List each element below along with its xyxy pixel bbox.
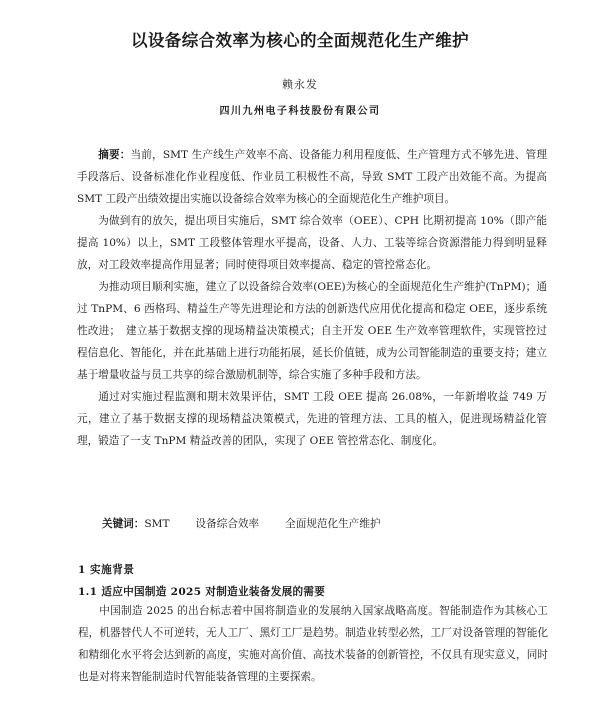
- abstract: [77, 144, 547, 452]
- abstract-label: 摘要：: [98, 149, 131, 161]
- author-affiliation: 四川九州电子科技股份有限公司: [219, 106, 381, 117]
- keywords-label: 关键词：: [102, 518, 145, 530]
- keyword-item: 设备综合效率: [195, 518, 260, 530]
- abstract-paragraph: 通过对实施过程监测和期末效果评估，SMT 工段 OEE 提高 26.08%，一年新增收益 749 万元，建立了基于数据支撑的现场精益决策模式，先进的管理方法、工具的植入，促进现场精益化管理，锻造了一支 TnPM 精益改善的团队，实现了 OEE 管控常态化、制度化。: [77, 391, 547, 447]
- section-body: [78, 600, 548, 688]
- section-heading: 1 实施背景: [78, 564, 135, 576]
- author-name: 赖永发: [282, 78, 318, 91]
- paper-title: 以设备综合效率为核心的全面规范化生产维护: [131, 31, 469, 50]
- abstract-paragraph-text: 当前，SMT 生产线生产效率不高、设备能力利用程度低、生产管理方式不够先进、管理手段落后、设备标准化作业程度低、作业员工积极性不高，导致 SMT 工段产出效能不高。为提高 SMT 工段产出绩效提出实施以设备综合效率为核心的全面规范化生产维护项目。: [77, 149, 547, 205]
- abstract-paragraph: [77, 144, 547, 210]
- keyword-item: SMT: [144, 518, 170, 530]
- abstract-paragraph: 为做到有的放矢，提出项目实施后，SMT 综合效率（OEE）、CPH 比期初提高 10%（即产能提高 10%）以上，SMT 工段整体管理水平提高，设备、人力、工装等综合资源潜能力得到明显释放，对工段效率提高作用显著；同时使得项目效率提高、稳定的管控常态化。: [77, 215, 547, 271]
- body-paragraph: 中国制造 2025 的出台标志着中国将制造业的发展纳入国家战略高度。智能制造作为其核心工程，机器替代人不可逆转，无人工厂、黑灯工厂是趋势。制造业转型必然，工厂对设备管理的智能化和精细化水平将会达到新的高度，实施对高价值、高技术装备的创新管控，不仅具有现实意义，同时也是对将来智能制造时代智能装备管理的主要探索。: [78, 605, 548, 683]
- keywords: [102, 516, 406, 532]
- keyword-item: 全面规范化生产维护: [285, 518, 381, 530]
- subsection-heading: 1.1 适应中国制造 2025 对制造业装备发展的需要: [78, 586, 326, 598]
- abstract-paragraph: 为推动项目顺利实施，建立了以设备综合效率(OEE)为核心的全面规范化生产维护(TnPM)；通过 TnPM、6 西格玛、精益生产等先进理论和方法的创新迭代应用优化提高和稳定 OEE，逐步系统性改进； 建立基于数据支撑的现场精益决策模式；自主开发 OEE 生产效率管理软件，实现管控过程信息化、智能化，并在此基础上进行功能拓展，延长价值链，成为公司智能制造的重要支持；建立基于增量收益与员工共享的综合激励机制等，综合实施了多种手段和方法。: [77, 281, 547, 381]
